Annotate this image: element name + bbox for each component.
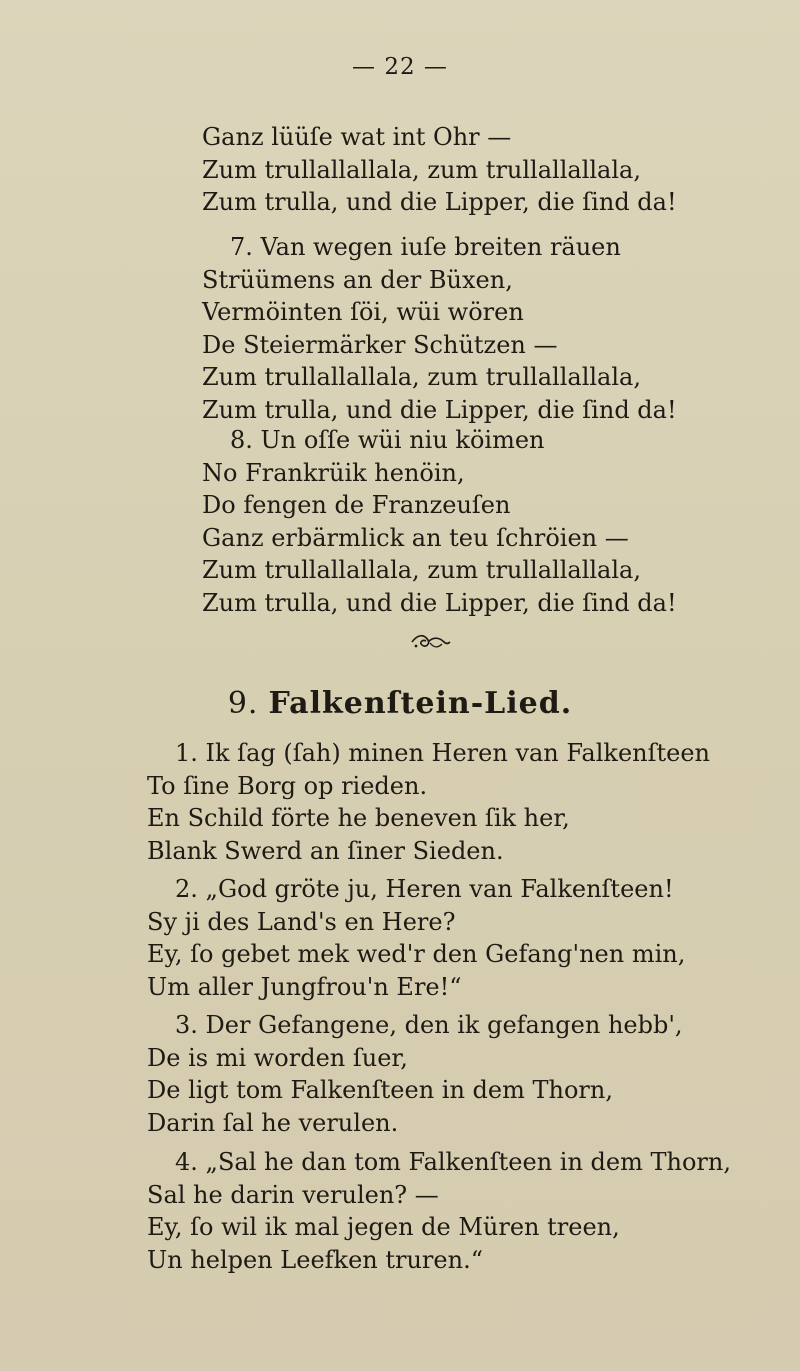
stanza-line: 8. Un oſſe wüi niu köimen xyxy=(230,426,545,454)
song-number: 9. xyxy=(227,686,259,721)
stanza-line: 3. Der Gefangene, den ik gefangen hebb', xyxy=(175,1011,683,1039)
stanza-line: Ganz erbärmlick an teu ſchröien — xyxy=(202,523,629,552)
stanza-line: Un helpen Leefken truren.“ xyxy=(147,1245,483,1274)
falkenstein-stanza-2 xyxy=(147,873,685,1003)
stanza-line: Zum trullallallala, zum trullallallala, xyxy=(202,363,641,391)
stanza-line: Darin ſal he verulen. xyxy=(147,1108,399,1137)
stanza-line: 4. „Sal he dan tom Falkenſteen in dem Thorn, xyxy=(175,1148,731,1176)
stanza-7 xyxy=(202,231,677,426)
stanza-line: Ey, ſo gebet mek wed'r den Gefang'nen min, xyxy=(147,940,686,968)
stanza-line: Zum trulla, und die Lipper, die ſind da! xyxy=(202,395,677,424)
falkenstein-stanza-3 xyxy=(147,1009,683,1139)
stanza-continued xyxy=(202,121,677,219)
stanza-8 xyxy=(202,424,677,619)
page-number: — 22 — xyxy=(352,54,448,80)
song-title-text: Falkenſtein-Lied. xyxy=(268,686,573,721)
stanza-line: Vermöinten ſöi, wüi wören xyxy=(202,298,524,326)
stanza-line: De Steiermärker Schützen — xyxy=(202,330,558,359)
stanza-line: Strüümens an der Büxen, xyxy=(202,265,513,294)
song-title xyxy=(0,686,800,721)
stanza-line: Ey, ſo wil ik mal jegen de Müren treen, xyxy=(147,1213,620,1241)
stanza-line: De ligt tom Falkenſteen in dem Thorn, xyxy=(147,1076,613,1104)
flourish-ornament-icon xyxy=(408,630,452,654)
falkenstein-stanza-4 xyxy=(147,1146,731,1276)
stanza-line: Sy ji des Land's en Here? xyxy=(147,907,456,936)
stanza-line: Sal he darin verulen? — xyxy=(147,1180,439,1209)
stanza-line: De is mi worden ſuer, xyxy=(147,1043,408,1072)
falkenstein-stanza-1 xyxy=(147,737,710,867)
stanza-line: Zum trullallallala, zum trullallallala, xyxy=(202,155,641,184)
stanza-line: 2. „God gröte ju, Heren van Falkenſteen! xyxy=(175,875,674,903)
stanza-line: 7. Van wegen iuſe breiten räuen xyxy=(230,233,621,261)
stanza-line: Zum trulla, und die Lipper, die ſind da! xyxy=(202,188,677,216)
stanza-line: Um aller Jungfrou'n Ere!“ xyxy=(147,972,462,1001)
stanza-line: Blank Swerd an ſiner Sieden. xyxy=(147,836,504,865)
stanza-line: To ſine Borg op rieden. xyxy=(147,771,428,800)
stanza-line: Ganz lüüſe wat int Ohr — xyxy=(202,123,512,151)
stanza-line: No Frankrüik henöin, xyxy=(202,458,465,487)
stanza-line: Zum trullallallala, zum trullallallala, xyxy=(202,556,641,584)
stanza-line: En Schild förte he beneven ſik her, xyxy=(147,804,570,832)
stanza-line: Do fengen de Franzeuſen xyxy=(202,491,511,519)
stanza-line: 1. Ik ſag (ſah) minen Heren van Falkenſteen xyxy=(175,739,710,767)
stanza-line: Zum trulla, und die Lipper, die ſind da! xyxy=(202,588,677,617)
